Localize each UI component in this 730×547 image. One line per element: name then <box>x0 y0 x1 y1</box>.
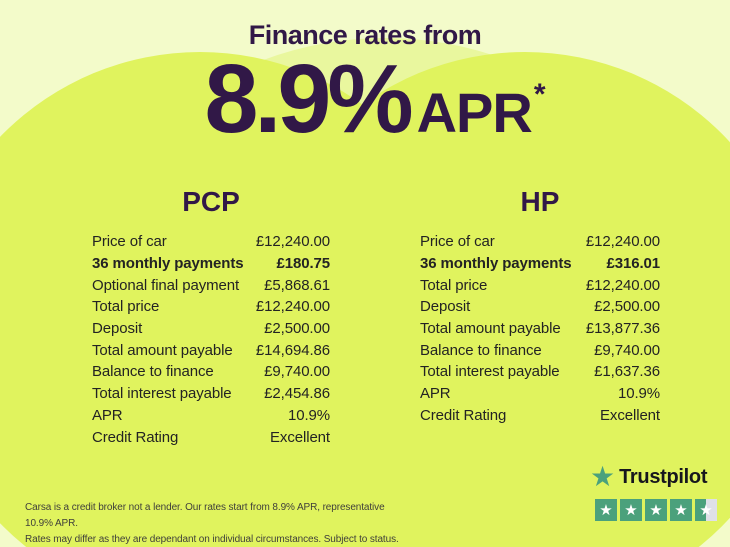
row-value: £2,500.00 <box>264 320 330 338</box>
row-label: Optional final payment <box>92 276 240 294</box>
trustpilot-brand-text: Trustpilot <box>619 465 708 488</box>
table-row <box>420 318 660 340</box>
table-row <box>92 361 330 383</box>
row-value: £1,637.36 <box>594 363 660 381</box>
disclaimer-text <box>25 500 405 547</box>
row-value: £12,240.00 <box>585 233 660 251</box>
headline-rate <box>10 44 730 153</box>
table-row <box>92 231 330 253</box>
row-label: Credit Rating <box>92 428 179 446</box>
row-value: £14,694.86 <box>255 341 330 359</box>
row-value: 10.9% <box>617 385 660 403</box>
row-label: Total price <box>92 298 160 316</box>
table-row <box>420 231 660 253</box>
disclaimer-line-2: Rates may differ as they are dependant on individual circumstances. Subject to status. <box>25 534 399 545</box>
table-row <box>420 361 660 383</box>
trustpilot-star: ★ <box>670 499 692 521</box>
row-value: £12,240.00 <box>255 298 330 316</box>
table-row <box>420 383 660 405</box>
table-row <box>92 339 330 361</box>
hp-table <box>420 186 660 426</box>
row-value: £9,740.00 <box>594 341 660 359</box>
rate-suffix: APR <box>416 81 532 144</box>
row-label: APR <box>420 385 451 403</box>
row-label: 36 monthly payments <box>92 255 244 273</box>
row-value: £13,877.36 <box>585 320 660 338</box>
row-label: Deposit <box>420 298 471 316</box>
row-value: £12,240.00 <box>585 276 660 294</box>
trustpilot-logo <box>590 463 707 491</box>
row-label: Price of car <box>92 233 167 251</box>
pcp-table <box>92 186 330 448</box>
trustpilot-star: ★ <box>695 499 717 521</box>
hp-rows <box>420 231 660 426</box>
trustpilot-rating <box>595 499 717 521</box>
table-row <box>420 339 660 361</box>
table-row <box>420 296 660 318</box>
pcp-rows <box>92 231 330 448</box>
row-value: £2,454.86 <box>264 385 330 403</box>
table-row <box>420 405 660 427</box>
page-title: Finance rates from <box>248 20 482 50</box>
table-row <box>420 253 660 275</box>
row-label: Price of car <box>420 233 495 251</box>
pcp-heading: PCP <box>182 186 240 217</box>
row-value: £12,240.00 <box>255 233 330 251</box>
row-value: £5,868.61 <box>264 276 330 294</box>
row-label: APR <box>92 406 123 424</box>
row-label: Total amount payable <box>420 320 561 338</box>
row-value: £180.75 <box>276 255 330 273</box>
row-value: 10.9% <box>287 406 330 424</box>
table-row <box>420 274 660 296</box>
row-value: £316.01 <box>606 255 660 273</box>
row-label: Total amount payable <box>92 341 233 359</box>
trustpilot-star: ★ <box>595 499 617 521</box>
row-label: 36 monthly payments <box>420 255 572 273</box>
row-label: Total interest payable <box>420 363 560 381</box>
rate-asterisk: * <box>533 78 546 111</box>
rate-value: 8.9% <box>204 44 410 153</box>
trustpilot-star-icon: ★ <box>590 461 616 492</box>
table-row <box>92 253 330 275</box>
row-label: Credit Rating <box>420 406 507 424</box>
table-row <box>92 274 330 296</box>
row-value: £2,500.00 <box>594 298 660 316</box>
row-label: Deposit <box>92 320 143 338</box>
row-value: £9,740.00 <box>264 363 330 381</box>
table-row <box>92 296 330 318</box>
trustpilot-star: ★ <box>645 499 667 521</box>
disclaimer-line-1: Carsa is a credit broker not a lender. Our rates start from 8.9% APR, representative 10.9% APR. <box>25 502 385 529</box>
hp-heading: HP <box>520 186 560 217</box>
table-row <box>92 426 330 448</box>
row-label: Balance to finance <box>92 363 214 381</box>
table-row <box>92 318 330 340</box>
row-value: Excellent <box>600 406 660 424</box>
table-row <box>92 405 330 427</box>
table-row <box>92 383 330 405</box>
row-label: Total price <box>420 276 488 294</box>
row-value: Excellent <box>270 428 330 446</box>
trustpilot-star: ★ <box>620 499 642 521</box>
row-label: Balance to finance <box>420 341 542 359</box>
row-label: Total interest payable <box>92 385 232 403</box>
